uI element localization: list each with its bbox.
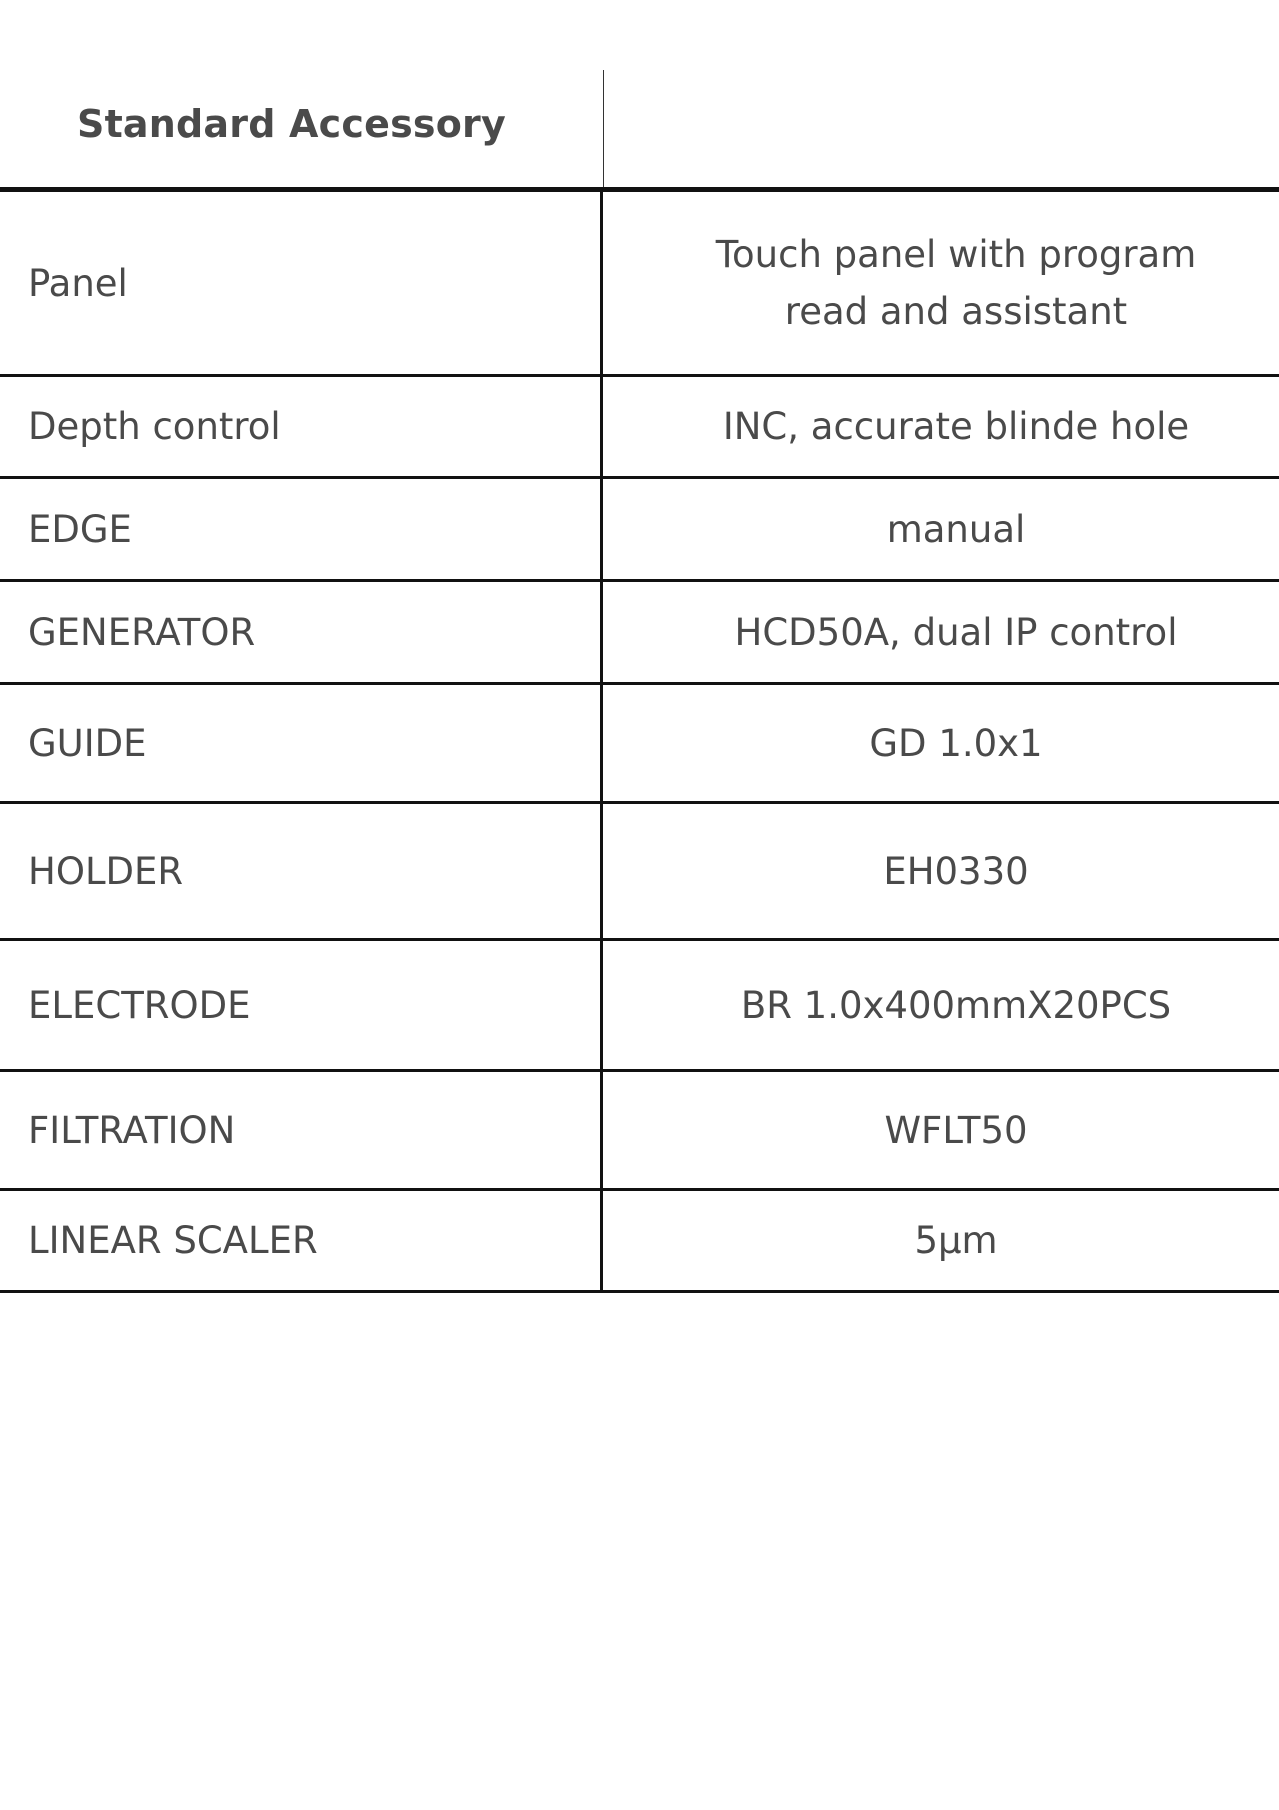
table-row-guide [0, 685, 1279, 804]
row-value: 5μm [914, 1219, 998, 1262]
table-title: Standard Accessory [77, 102, 506, 146]
row-value [603, 192, 1279, 374]
row-label: GUIDE [0, 685, 603, 801]
table-row-holder [0, 804, 1279, 941]
table-row-depth-control [0, 377, 1279, 479]
row-value: GD 1.0x1 [869, 721, 1043, 765]
row-label: Panel [0, 192, 603, 374]
table-row-edge [0, 479, 1279, 582]
row-value: HCD50A, dual IP control [734, 610, 1178, 654]
row-label: LINEAR SCALER [0, 1191, 603, 1290]
table-row-panel [0, 192, 1279, 377]
row-value-line: read and assistant [784, 290, 1128, 333]
table-row-filtration [0, 1072, 1279, 1191]
table-row-generator [0, 582, 1279, 685]
row-label: ELECTRODE [0, 941, 603, 1069]
row-value: INC, accurate blinde hole [722, 405, 1190, 448]
row-value-line: Touch panel with program [715, 233, 1197, 276]
row-value: manual [886, 507, 1026, 551]
header-column-divider [603, 70, 604, 187]
table-row-electrode [0, 941, 1279, 1072]
table-header-row [0, 70, 1279, 192]
row-value: BR 1.0x400mmX20PCS [740, 983, 1172, 1027]
row-label: GENERATOR [0, 582, 603, 682]
row-label: EDGE [0, 479, 603, 579]
row-label: FILTRATION [0, 1072, 603, 1188]
row-label: HOLDER [0, 804, 603, 938]
table-row-linear-scaler [0, 1191, 1279, 1293]
accessory-table [0, 70, 1279, 1293]
row-value: EH0330 [883, 849, 1029, 893]
row-label: Depth control [0, 377, 603, 476]
row-value: WFLT50 [884, 1108, 1028, 1152]
